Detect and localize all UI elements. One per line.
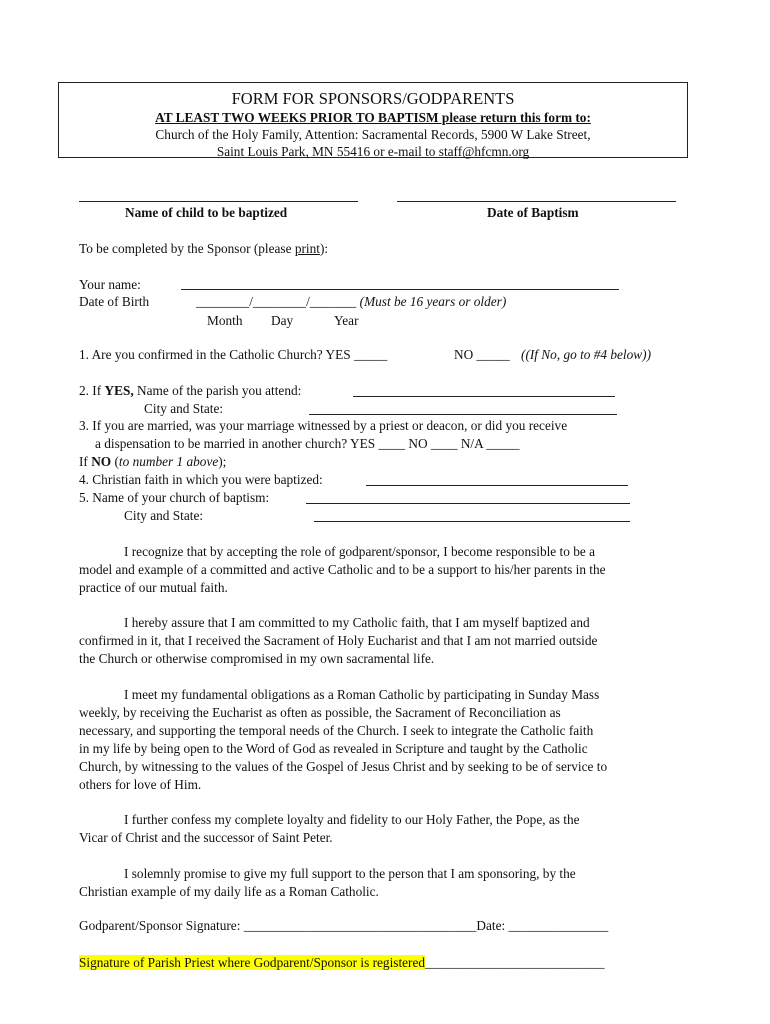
baptism-date-label: Date of Baptism [487,205,579,220]
paragraph-obligations [79,686,689,794]
question-5-city-label: City and State: [124,508,204,523]
paragraph-role [79,543,689,597]
paragraph-line: practice of our mutual faith. [79,580,228,595]
question-1-note-text: (If No, go to #4 below) [525,347,647,362]
question-1-note: ((If No, go to #4 below)) [521,347,652,362]
paragraph-line: I further confess my complete loyalty and fidelity to our Holy Father, the Pope, as the [124,812,580,827]
paragraph-line: confirmed in it, that I received the Sacrament of Holy Eucharist and that I am not married outside [79,633,598,648]
child-name-field[interactable] [79,201,358,202]
paragraph-line: Christian example of my daily life as a Roman Catholic. [79,884,379,899]
form-title: FORM FOR SPONSORS/GODPARENTS [231,89,515,108]
if-no-note: If NO (to number 1 above); [79,454,227,469]
paragraph-line: I solemnly promise to give my full support to the person that I am sponsoring, by the [124,866,576,881]
sponsor-intro-suffix: ): [319,241,329,256]
baptism-church-field[interactable] [306,503,630,504]
month-label: Month [207,313,243,328]
sponsor-intro-prefix: To be completed by the Sponsor (please [79,241,295,256]
form-subtitle: AT LEAST TWO WEEKS PRIOR TO BAPTISM please return this form to: [155,110,591,125]
question-2-text: Name of the parish you attend: [133,383,302,398]
address-line-2: Saint Louis Park, MN 55416 or e-mail to staff@hfcmn.org [216,144,530,159]
sponsor-intro [79,241,328,257]
paragraph-line: weekly, by receiving the Eucharist as often as possible, the Sacrament of Reconciliation as [79,705,561,720]
address-line-1: Church of the Holy Family, Attention: Sacramental Records, 5900 W Lake Street, [155,127,591,142]
dob-label: Date of Birth [79,294,150,309]
question-2-prefix: 2. If [79,383,105,398]
your-name-label: Your name: [79,277,141,292]
paragraph-line: I meet my fundamental obligations as a Roman Catholic by participating in Sunday Mass [124,687,600,702]
question-2-city-label: City and State: [144,401,224,416]
paragraph-promise [79,865,689,901]
your-name-field[interactable] [181,289,619,290]
paragraph-commitment [79,614,689,668]
sponsor-signature-field[interactable]: Godparent/Sponsor Signature: ___________________________________Date: _______________ [79,918,609,933]
if-no-italic: to number 1 above [118,454,219,469]
paragraph-line: in my life by being open to the Word of God as revealed in Scripture and taught by the Catholic [79,741,588,756]
dob-field[interactable] [196,294,506,310]
if-no-bold: NO [91,454,112,469]
question-1-no: NO _____ [454,347,510,362]
baptism-date-field[interactable] [397,201,676,202]
paragraph-line: Church, by witnessing to the values of the Gospel of Jesus Christ and by seeking to be of service to [79,759,608,774]
parish-name-field[interactable] [353,396,615,397]
paragraph-loyalty [79,811,689,847]
paragraph-line: the Church or otherwise compromised in my own sacramental life. [79,651,435,666]
question-5: 5. Name of your church of baptism: [79,490,270,505]
paragraph-line: model and example of a committed and active Catholic and to be a support to his/her parents in the [79,562,606,577]
baptism-faith-field[interactable] [366,485,628,486]
if-no-prefix: If [79,454,92,469]
day-label: Day [271,313,294,328]
paragraph-line: I hereby assure that I am committed to my Catholic faith, that I am myself baptized and [124,615,590,630]
question-4: 4. Christian faith in which you were baptized: [79,472,323,487]
dob-note: (Must be 16 years or older) [359,294,507,309]
dob-blanks: ________/________/_______ [196,294,357,309]
child-name-label: Name of child to be baptized [125,205,288,220]
header-box [58,82,688,158]
paragraph-line: necessary, and supporting the temporal needs of the Church. I seek to integrate the Catholic faith [79,723,594,738]
priest-signature-field[interactable] [79,954,605,971]
question-3-line-2: a dispensation to be married in another church? YES ____ NO ____ N/A _____ [95,436,520,451]
paragraph-line: Vicar of Christ and the successor of Saint Peter. [79,830,333,845]
question-1: 1. Are you confirmed in the Catholic Church? YES _____ [79,347,388,362]
priest-signature-label: Signature of Parish Priest where Godparent/Sponsor is registered [79,955,426,970]
paragraph-line: I recognize that by accepting the role of godparent/sponsor, I become responsible to be a [124,544,595,559]
parish-city-field[interactable] [309,414,617,415]
paragraph-line: others for love of Him. [79,777,202,792]
question-3-line-1: 3. If you are married, was your marriage witnessed by a priest or deacon, or did you receive [79,418,568,433]
baptism-city-field[interactable] [314,521,630,522]
question-2 [79,383,301,399]
year-label: Year [334,313,359,328]
priest-signature-blank: ___________________________ [425,955,605,970]
question-2-yes: YES, [104,383,134,398]
sponsor-intro-print: print [294,241,320,256]
